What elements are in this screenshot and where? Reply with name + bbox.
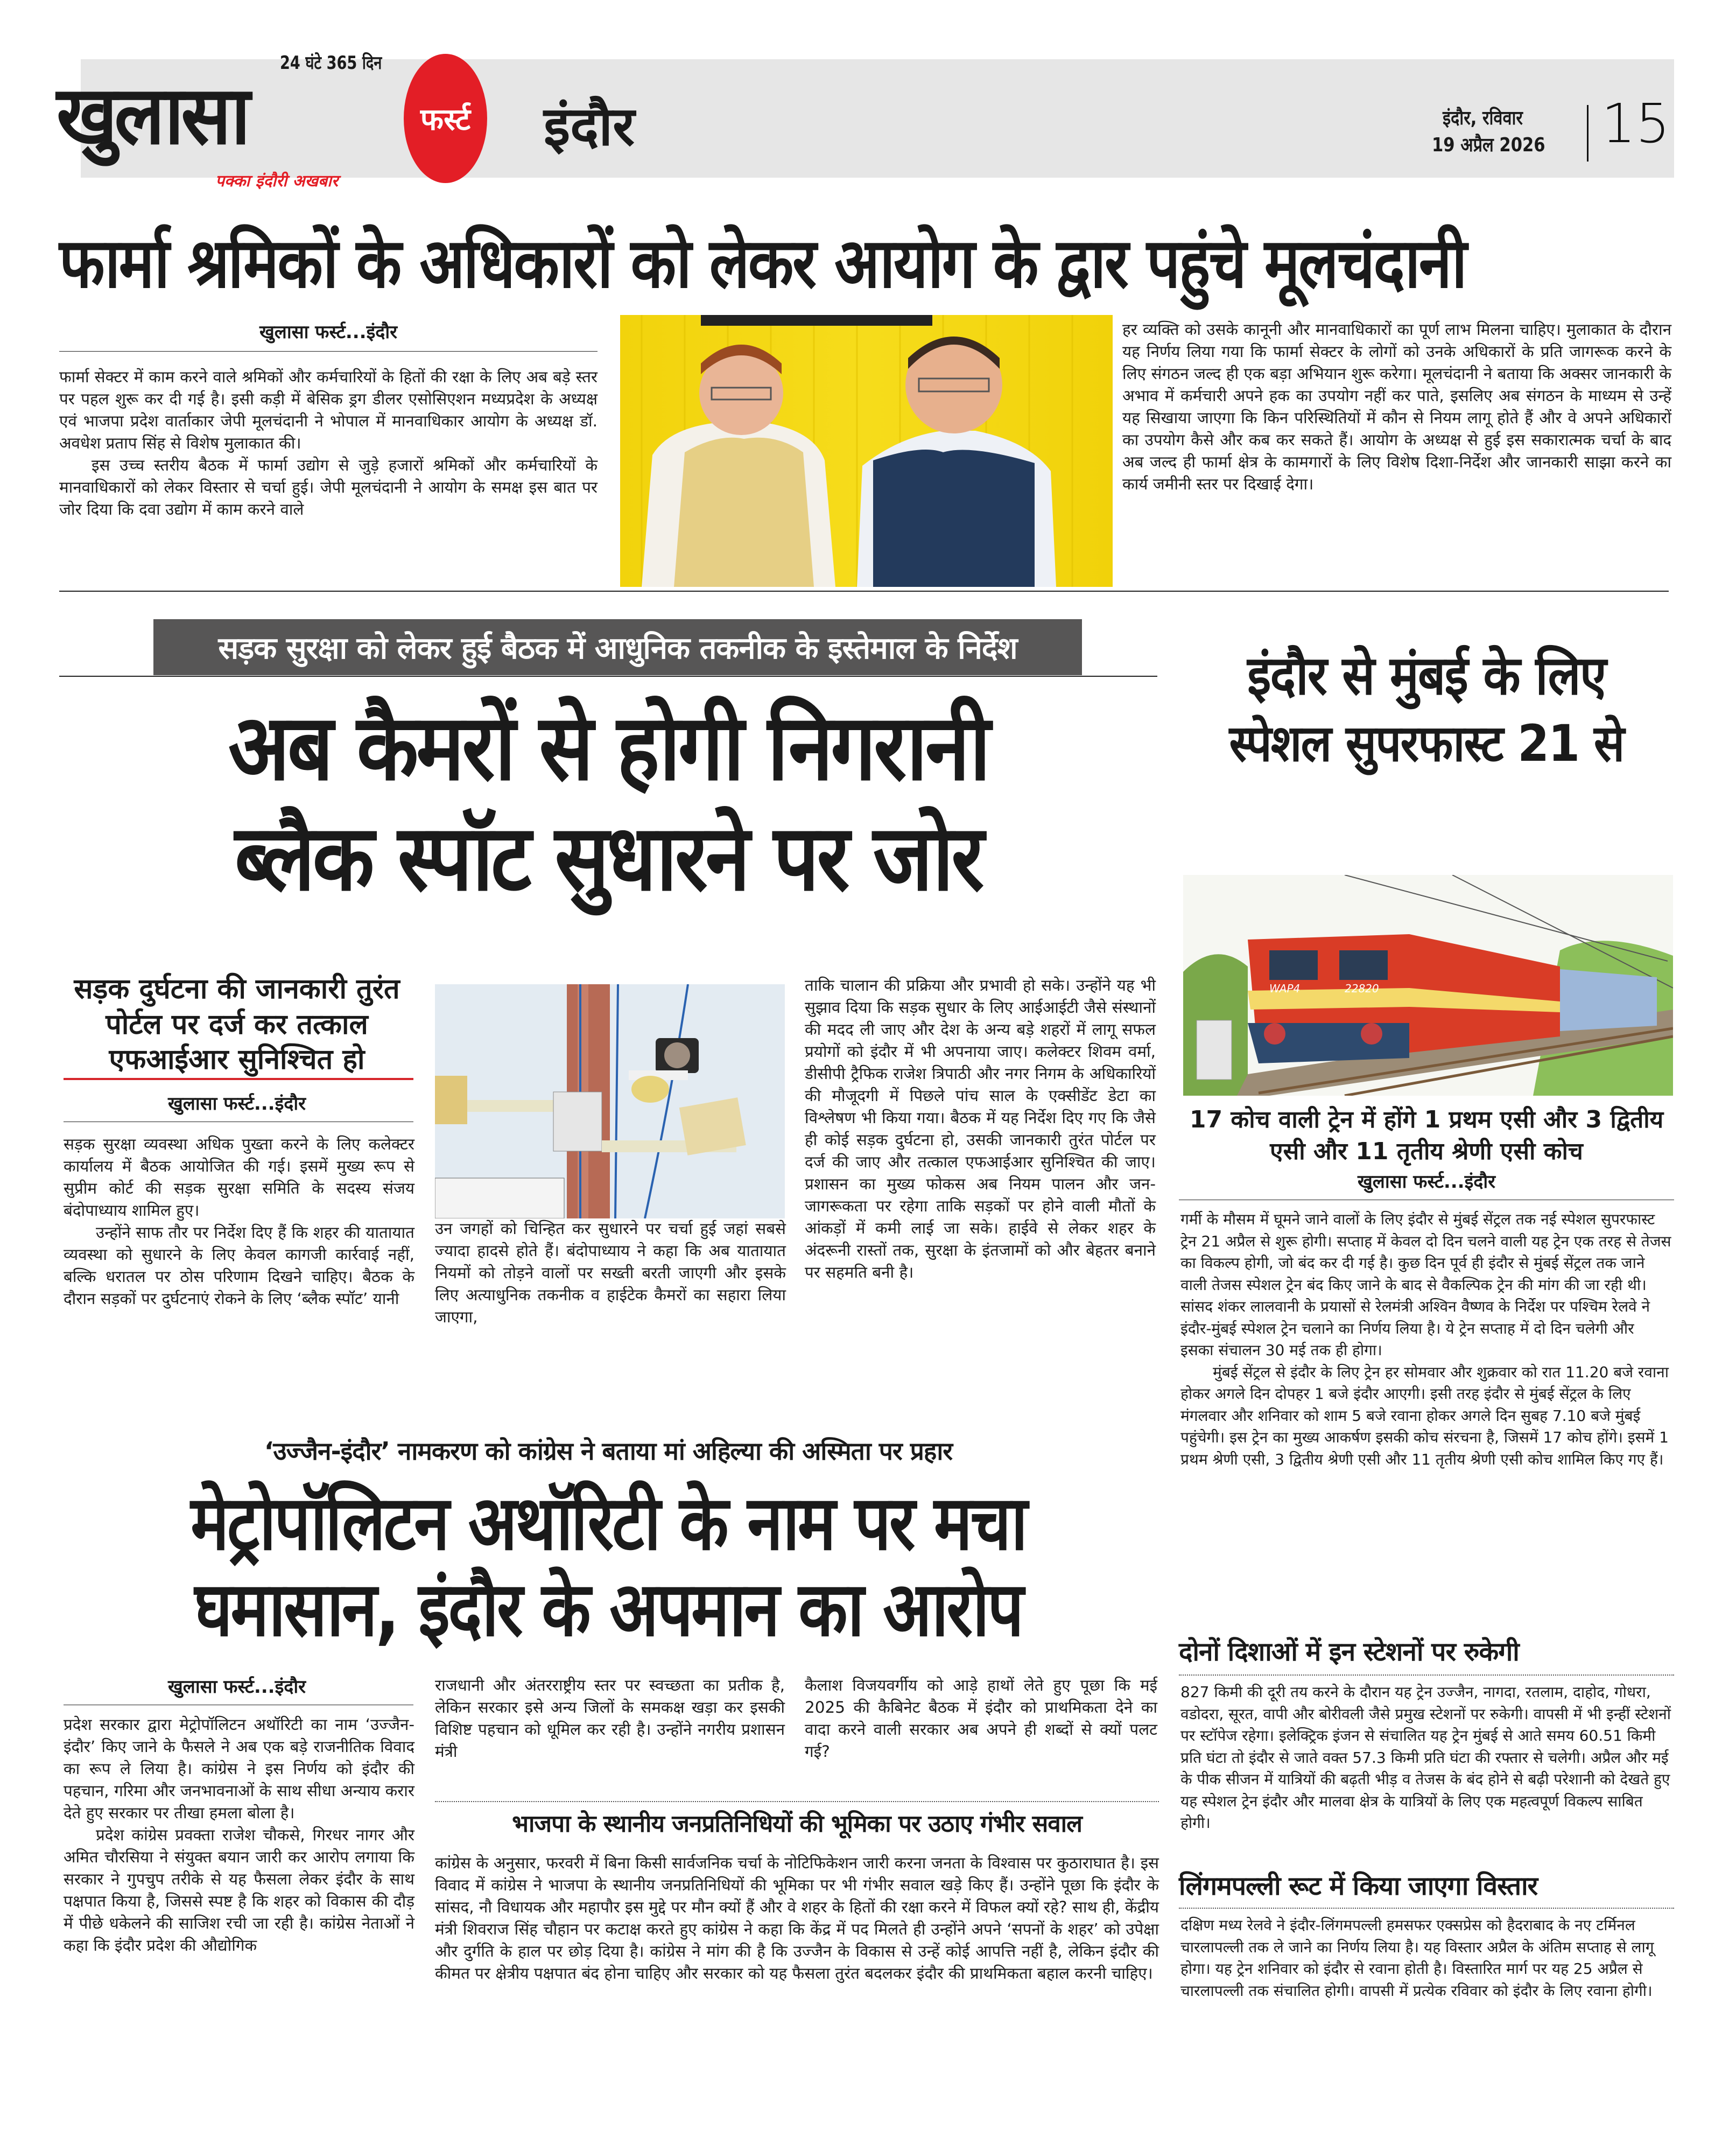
masthead-tagline-bottom: पक्का इंदौरी अखबार xyxy=(215,172,339,191)
subheadline: 17 कोच वाली ट्रेन में होंगे 1 प्रथम एसी और 3 द्वितीय एसी और 11 तृतीय श्रेणी एसी कोच xyxy=(1189,1106,1664,1166)
section-heading: भाजपा के स्थानीय जनप्रतिनिधियों की भूमिका पर उठाए गंभीर सवाल xyxy=(512,1810,1082,1838)
article-column xyxy=(435,1218,786,1328)
paragraph: राजधानी और अंतरराष्ट्रीय स्तर पर स्वच्छता का प्रतीक है, लेकिन सरकार इसे अन्य जिलों के समकक्ष खड़ा कर इसकी विशिष्ट पहचान को धूमिल कर रही है। उन्होंने नगरीय प्रशासन मंत्री xyxy=(435,1676,785,1761)
article-column xyxy=(805,975,1156,1284)
byline: खुलासा फर्स्ट...इंदौर xyxy=(259,321,398,343)
article-column xyxy=(64,1133,414,1310)
date-separator xyxy=(1587,105,1589,162)
logo-badge xyxy=(404,54,487,183)
paragraph: प्रदेश कांग्रेस प्रवक्ता राजेश चौकसे, गिरधर नागर और अमित चौरसिया ने संयुक्त बयान जारी कर आरोप लगाया कि सरकार ने गुपचुप तरीके से यह फैसला लेकर इंदौर के साथ पक्षपात किया है, जिससे स्पष्ट है कि शहर को विकास की दौड़ में पीछे धकेलने की साजिश रची जा रही है। कांग्रेस नेताओं ने कहा कि इंदौर प्रदेश की औद्योगिक xyxy=(64,1826,414,1954)
headline-metro-line2: घमासान, इंदौर के अपमान का आरोप xyxy=(194,1566,1022,1653)
headline-cameras-line1: अब कैमरों से होगी निगरानी xyxy=(228,695,988,801)
photo-cctv-cameras xyxy=(435,984,785,1218)
loco-label: WAP4 xyxy=(1269,982,1301,995)
article-column xyxy=(1122,319,1671,495)
photo-two-men xyxy=(620,315,1113,587)
photo-train xyxy=(1183,875,1673,1096)
paragraph: प्रदेश सरकार द्वारा मेट्रोपॉलिटन अथॉरिटी का नाम ‘उज्जैन-इंदौर’ किए जाने के फैसले ने अब एक बड़े राजनीतिक विवाद का रूप ले लिया है। कांग्रेस ने इस निर्णय को इंदौर की पहचान, गरिमा और जनभावनाओं के साथ सीधा अन्याय करार देते हुए सरकार पर तीखा हमला बोला है। xyxy=(64,1715,414,1822)
headline-metro-line1: मेट्रोपॉलिटन अथॉरिटी के नाम पर मचा xyxy=(191,1480,1026,1567)
issue-date: 19 अप्रैल 2026 xyxy=(1432,134,1545,156)
paragraph: 827 किमी की दूरी तय करने के दौरान यह ट्रेन उज्जैन, नागदा, रतलाम, दाहोद, गोधरा, वडोदरा, सूरत, वापी और बोरीवली जैसे प्रमुख स्टेशनों पर रुकेगी। वापसी में भी इन्हीं स्टेशनों पर स्टॉपेज रहेगा। इलेक्ट्रिक इंजन से संचालित यह ट्रेन मुंबई से आते समय 60.51 किमी प्रति घंटा तो इंदौर से जाते वक्त 57.3 किमी प्रति घंटा की रफ्तार से चलेगी। अप्रैल और मई के पीक सीजन में यात्रियों की बढ़ती भीड़ व तेजस के बंद होने से बढ़ी परेशानी को देखते हुए यह स्पेशल ट्रेन इंदौर और मालवा क्षेत्र के यात्रियों के लिए एक महत्वपूर्ण विकल्प साबित होगी। xyxy=(1180,1683,1671,1832)
article-column xyxy=(1180,1681,1671,1834)
byline: खुलासा फर्स्ट...इंदौर xyxy=(167,1093,306,1115)
article-column xyxy=(59,366,598,521)
paragraph: मुंबई सेंट्रल से इंदौर के लिए ट्रेन हर सोमवार और शुक्रवार को रात 11.20 बजे रवाना होकर अगले दिन दोपहर 1 बजे इंदौर आएगी। इसी तरह इंदौर से मुंबई सेंट्रल के लिए मंगलवार और शनिवार को शाम 5 बजे रवाना होकर अगले दिन सुबह 7.10 बजे मुंबई पहुंचेगी। इस ट्रेन का मुख्य आकर्षण इसकी कोच संरचना है, जिसमें 17 कोच होंगे। इसमें 1 प्रथम श्रेणी एसी, 3 द्वितीय श्रेणी एसी और 11 तृतीय श्रेणी एसी कोच शामिल किए गए हैं। xyxy=(1180,1363,1669,1468)
divider xyxy=(59,351,598,352)
masthead-tagline-top: 24 घंटे 365 दिन xyxy=(280,52,382,74)
headline-train-line1: इंदौर से मुंबई के लिए xyxy=(1247,644,1606,707)
red-divider xyxy=(64,1078,413,1080)
paragraph: ताकि चालान की प्रक्रिया और प्रभावी हो सके। उन्होंने यह भी सुझाव दिया कि सड़क सुधार के लिए आईआईटी जैसे संस्थानों की मदद ली जाए और देश के अन्य बड़े शहरों में लागू सफल प्रयोगों को इंदौर में भी अपनाया जाए। कलेक्टर शिवम वर्मा, डीसीपी ट्रैफिक राजेश त्रिपाठी और नगर निगम के अधिकारियों की मौजूदगी में पिछले पांच साल के एक्सीडेंट डेटा का विश्लेषण भी किया गया। बैठक में यह निर्देश दिए गए कि जैसे ही कोई सड़क दुर्घटना हो, उसकी जानकारी तुरंत पोर्टल पर दर्ज की जाए और तत्काल एफआईआर सुनिश्चित की जाए। प्रशासन का मुख्य फोकस अब नियम पालन और जन-जागरूकता पर रहेगा ताकि सड़कों पर होने वाली मौतों के आंकड़ों में कमी लाई जा सके। हाईवे से लेकर शहर के अंदरूनी रास्तों तक, सुरक्षा के इंतजामों को और बेहतर बनाने पर सहमति बनी है। xyxy=(805,976,1156,1281)
headline-train-line2: स्पेशल सुपरफास्ट 21 से xyxy=(1229,714,1624,773)
paragraph: कांग्रेस के अनुसार, फरवरी में बिना किसी सार्वजनिक चर्चा के नोटिफिकेशन जारी करना जनता के विश्वास पर कुठाराघात है। इस विवाद में कांग्रेस ने भाजपा के स्थानीय जनप्रतिनिधियों की भूमिका पर भी गंभीर सवाल खड़े किए हैं। उन्होंने पूछा कि इंदौर के सांसद, नौ विधायक और महापौर इस मुद्दे पर मौन क्यों हैं और वे शहर के हितों की रक्षा करने में विफल क्यों रहे? साथ ही, केंद्रीय मंत्री शिवराज सिंह चौहान पर कटाक्ष करते हुए कांग्रेस ने कहा कि केंद्र में पद मिलते ही उन्होंने अपने ‘सपनों के शहर’ को उपेक्षा और दुर्गति के हाल पर छोड़ दिया है। कांग्रेस ने मांग की है कि उज्जैन के विकास से उन्हें कोई आपत्ति नहीं है, लेकिन इंदौर की कीमत पर क्षेत्रीय पक्षपात बंद होना चाहिए और सरकार को यह फैसला तुरंत बदलकर इंदौर की प्राथमिकता बहाल करनी चाहिए। xyxy=(435,1854,1159,1982)
article-column xyxy=(805,1674,1157,1763)
dotted-divider xyxy=(1179,1674,1674,1676)
date-city-day: इंदौर, रविवार xyxy=(1443,107,1523,129)
loco-number: 22820 xyxy=(1345,982,1379,995)
paragraph: सड़क सुरक्षा व्यवस्था अधिक पुख्ता करने के लिए कलेक्टर कार्यालय में बैठक आयोजित की गई। इसमें मुख्य रूप से सुप्रीम कोर्ट की सड़क सुरक्षा समिति के सदस्य संजय बंदोपाध्याय शामिल हुए। xyxy=(64,1135,414,1220)
article-column xyxy=(1180,1915,1671,2002)
article-column xyxy=(1180,1209,1671,1470)
section-heading: लिंगमपल्ली रूट में किया जाएगा विस्तार xyxy=(1179,1871,1538,1901)
divider xyxy=(59,676,1157,677)
paragraph: उन जगहों को चिन्हित कर सुधारने पर चर्चा हुई जहां सबसे ज्यादा हादसे होते हैं। बंदोपाध्याय ने कहा कि अब यातायात नियमों को तोड़ने वालों पर सख्ती बरती जाएगी और इसके लिए अत्याधुनिक तकनीक व हाईटेक कैमरों का सहारा लिया जाएगा, xyxy=(435,1220,786,1326)
paragraph: गर्मी के मौसम में घूमने जाने वालों के लिए इंदौर से मुंबई सेंट्रल तक नई स्पेशल सुपरफास्ट ट्रेन 21 अप्रैल से शुरू होगी। सप्ताह में केवल दो दिन चलने वाली यह ट्रेन एक तरह से तेजस का विकल्प होगी, जो बंद कर दी गई है। कुछ दिन पूर्व ही इंदौर से मुंबई सेंट्रल तक जाने वाली तेजस स्पेशल ट्रेन बंद किए जाने के बाद से वैकल्पिक ट्रेन की मांग की जा रही थी। सांसद शंकर लालवानी के प्रयासों से रेलमंत्री अश्विन वैष्णव के निर्देश पर पश्चिम रेलवे ने इंदौर-मुंबई स्पेशल ट्रेन चलाने का निर्णय लिया है। ये ट्रेन सप्ताह में दो दिन चलेगी और इसका संचालन 30 मई तक ही होगा। xyxy=(1180,1210,1671,1359)
newspaper-logo: खुलासा xyxy=(57,69,248,163)
paragraph: कैलाश विजयवर्गीय को आड़े हाथों लेते हुए पूछा कि मई 2025 की कैबिनेट बैठक में इंदौर को प्राथमिकता देने का वादा करने वाली सरकार अब अपने ही शब्दों से क्यों पलट गई? xyxy=(805,1676,1157,1761)
paragraph: इस उच्च स्तरीय बैठक में फार्मा उद्योग से जुड़े हजारों श्रमिकों और कर्मचारियों के मानवाधिकारों को लेकर विस्तार से चर्चा हुई। जेपी मूलचंदानी ने आयोग के समक्ष इस बात पर जोर दिया कि दवा उद्योग में काम करने वाले xyxy=(59,456,598,519)
paragraph: फार्मा सेक्टर में काम करने वाले श्रमिकों और कर्मचारियों के हितों की रक्षा के लिए अब बड़े स्तर पर पहल शुरू कर दी गई है। इसी कड़ी में बेसिक ड्रग डीलर एसोसिएशन मध्यप्रदेश के अध्यक्ष एवं भाजपा प्रदेश वार्ताकार जेपी मूलचंदानी ने भोपाल में मानवाधिकार आयोग के अध्यक्ष डॉ. अवधेश प्रताप सिंह से विशेष मुलाकात की। xyxy=(59,368,598,452)
article-column xyxy=(435,1674,785,1763)
paragraph: हर व्यक्ति को उसके कानूनी और मानवाधिकारों का पूर्ण लाभ मिलना चाहिए। मुलाकात के दौरान यह निर्णय लिया गया कि फार्मा सेक्टर के लोगों को उनके अधिकारों के प्रति जागरूक करने के लिए संगठन जल्द ही एक बड़ा अभियान शुरू करेगा। मूलचंदानी ने बताया कि अक्सर जानकारी के अभाव में कर्मचारी अपने हक का उपयोग नहीं कर पाते, इसलिए अब संगठन के माध्यम से उन्हें यह सिखाया जाएगा कि किन परिस्थितियों में कौन से नियम लागू होते हैं और वे अपने अधिकारों का उपयोग कैसे और कब कर सकते हैं। आयोग के अध्यक्ष से हुई इस सकारात्मक चर्चा के बाद अब जल्द ही फार्मा क्षेत्र के कामगारों के लिए विशेष दिशा-निर्देश और जानकारी साझा करने का कार्य जमीनी स्तर पर दिखाई देगा। xyxy=(1122,320,1671,493)
subheadline: सड़क दुर्घटना की जानकारी तुरंत पोर्टल पर दर्ज कर तत्काल एफआईआर सुनिश्चित हो xyxy=(74,973,400,1076)
headline-cameras-line2: ब्लैक स्पॉट सुधारने पर जोर xyxy=(235,805,982,912)
edition-name: इंदौर xyxy=(544,95,635,158)
article-column xyxy=(64,1714,414,1957)
paragraph: उन्होंने साफ तौर पर निर्देश दिए हैं कि शहर की यातायात व्यवस्था को सुधारने के लिए केवल कागजी कार्रवाई नहीं, बल्कि धरातल पर ठोस परिणाम दिखने चाहिए। बैठक के दौरान सड़कों पर दुर्घटनाएं रोकने के लिए ‘ब्लैक स्पॉट’ यानी xyxy=(64,1223,414,1308)
masthead-band xyxy=(81,59,1674,178)
byline: खुलासा फर्स्ट...इंदौर xyxy=(1357,1171,1496,1193)
kicker: ‘उज्जैन-इंदौर’ नामकरण को कांग्रेस ने बताया मां अहिल्या की अस्मिता पर प्रहार xyxy=(264,1437,953,1466)
page-number: 15 xyxy=(1601,92,1670,155)
headline-pharma: फार्मा श्रमिकों के अधिकारों को लेकर आयोग के द्वार पहुंचे मूलचंदानी xyxy=(59,223,1466,304)
byline: खुलासा फर्स्ट...इंदौर xyxy=(167,1676,306,1698)
kicker-banner: सड़क सुरक्षा को लेकर हुई बैठक में आधुनिक तकनीक के इस्तेमाल के निर्देश xyxy=(153,619,1082,675)
logo-badge-text: फर्स्ट xyxy=(420,102,471,137)
article-column xyxy=(435,1852,1159,1985)
paragraph: दक्षिण मध्य रेलवे ने इंदौर-लिंगमपल्ली हमसफर एक्सप्रेस को हैदराबाद के नए टर्मिनल चारलापल्ली तक ले जाने का निर्णय लिया है। यह विस्तार अप्रैल के अंतिम सप्ताह से लागू होगा। यह ट्रेन शनिवार को इंदौर से रवाना होती है। विस्तारित मार्ग पर यह 25 अप्रैल से चारलापल्ली तक संचालित होगी। वापसी में प्रत्येक रविवार को इंदौर के लिए रवाना होगी। xyxy=(1180,1916,1654,2000)
section-divider xyxy=(59,591,1669,592)
dotted-divider xyxy=(435,1801,1159,1802)
section-heading: दोनों दिशाओं में इन स्टेशनों पर रुकेगी xyxy=(1179,1637,1519,1667)
dotted-divider xyxy=(1179,1908,1674,1909)
